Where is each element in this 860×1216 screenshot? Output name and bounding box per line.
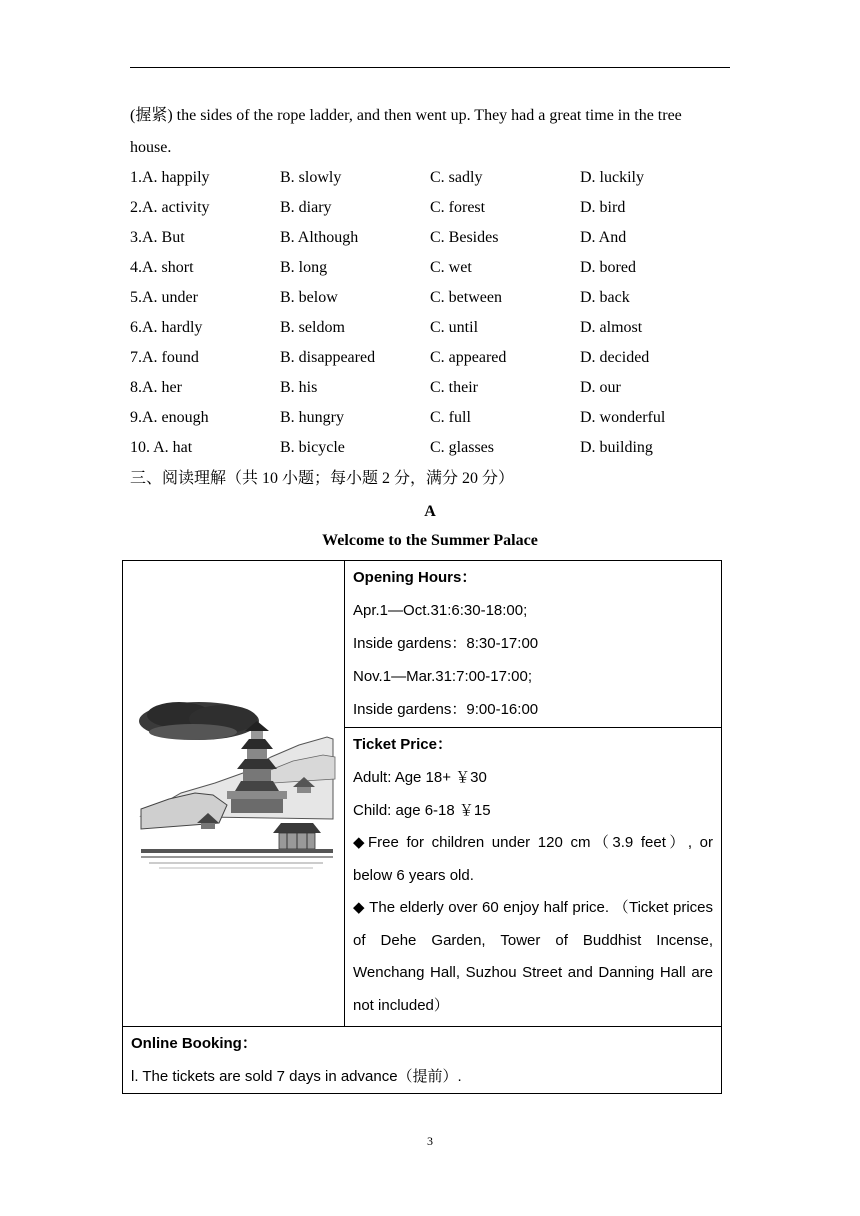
online-booking-cell — [122, 1026, 722, 1094]
passage-text-line: house. — [130, 139, 172, 156]
palace-illustration-cell — [122, 560, 345, 1027]
option-b: B. diary — [280, 199, 332, 216]
question-options-row — [130, 378, 730, 398]
question-options-row — [130, 288, 730, 308]
passage-title: Welcome to the Summer Palace — [322, 532, 538, 549]
question-options-row — [130, 318, 730, 338]
page-number: 3 — [427, 1134, 433, 1148]
option-a: 1.A. happily — [130, 169, 210, 186]
question-options-row — [130, 348, 730, 368]
option-d: D. almost — [580, 319, 643, 336]
option-c: C. wet — [430, 259, 472, 276]
option-a: 10. A. hat — [130, 439, 193, 456]
option-a: 5.A. under — [130, 289, 198, 306]
option-a: 3.A. But — [130, 229, 185, 246]
option-c: C. full — [430, 409, 471, 426]
option-c: C. sadly — [430, 169, 483, 186]
question-options-row — [130, 258, 730, 278]
adult-price: Adult: Age 18+ ￥30 — [353, 769, 487, 786]
option-d: D. bored — [580, 259, 636, 276]
option-d: D. luckily — [580, 169, 644, 186]
option-a: 8.A. her — [130, 379, 182, 396]
option-c: C. forest — [430, 199, 486, 216]
opening-hours-line: Apr.1—Oct.31:6:30-18:00; — [353, 602, 528, 619]
free-entry-note: ◆Free for children under 120 cm（3.9 feet）, or below 6 years old. — [353, 834, 713, 884]
option-d: D. bird — [580, 199, 626, 216]
question-options-row — [130, 168, 730, 188]
option-b: B. disappeared — [280, 349, 376, 366]
question-options-row — [130, 408, 730, 428]
option-c: C. until — [430, 319, 479, 336]
question-options-row — [130, 198, 730, 218]
option-d: D. our — [580, 379, 621, 396]
passage-text-line: (握紧) the sides of the rope ladder, and then went up. They had a great time in the tree — [130, 107, 682, 124]
summer-palace-illustration — [123, 561, 344, 1026]
option-c: C. their — [430, 379, 478, 396]
option-d: D. And — [580, 229, 627, 246]
option-d: D. building — [580, 439, 653, 456]
opening-hours-heading: Opening Hours： — [353, 569, 477, 586]
online-booking-heading: Online Booking： — [131, 1035, 257, 1052]
option-b: B. hungry — [280, 409, 344, 426]
option-a: 2.A. activity — [130, 199, 210, 216]
opening-hours-cell — [344, 560, 722, 728]
question-options-row — [130, 228, 730, 248]
option-b: B. long — [280, 259, 328, 276]
option-b: B. Although — [280, 229, 359, 246]
option-b: B. below — [280, 289, 338, 306]
option-c: C. between — [430, 289, 502, 306]
online-booking-line: l. The tickets are sold 7 days in advance（提前）. — [131, 1068, 462, 1085]
ticket-price-cell — [344, 727, 722, 1027]
elderly-discount-note: ◆ The elderly over 60 enjoy half price. （Ticket prices of Dehe Garden, Tower of Buddhist Incense, Wenchang Hall, Suzhou Street and Danning Hall are not included） — [353, 899, 713, 1014]
option-a: 4.A. short — [130, 259, 194, 276]
option-b: B. seldom — [280, 319, 345, 336]
option-a: 7.A. found — [130, 349, 199, 366]
opening-hours-line: Inside gardens：9:00-16:00 — [353, 701, 539, 718]
option-c: C. appeared — [430, 349, 507, 366]
option-a: 6.A. hardly — [130, 319, 203, 336]
question-options-row — [130, 438, 730, 458]
option-b: B. his — [280, 379, 318, 396]
child-price: Child: age 6-18 ￥15 — [353, 802, 491, 819]
option-c: C. glasses — [430, 439, 494, 456]
opening-hours-line: Nov.1—Mar.31:7:00-17:00; — [353, 668, 532, 685]
option-b: B. bicycle — [280, 439, 345, 456]
option-d: D. wonderful — [580, 409, 666, 426]
opening-hours-line: Inside gardens：8:30-17:00 — [353, 635, 539, 652]
section-heading: 三、阅读理解（共 10 小题；每小题 2 分，满分 20 分） — [130, 470, 515, 487]
header-rule — [130, 67, 730, 68]
option-c: C. Besides — [430, 229, 499, 246]
option-a: 9.A. enough — [130, 409, 209, 426]
option-b: B. slowly — [280, 169, 342, 186]
option-d: D. decided — [580, 349, 650, 366]
passage-letter: A — [424, 503, 436, 520]
ticket-price-heading: Ticket Price： — [353, 736, 452, 753]
option-d: D. back — [580, 289, 630, 306]
